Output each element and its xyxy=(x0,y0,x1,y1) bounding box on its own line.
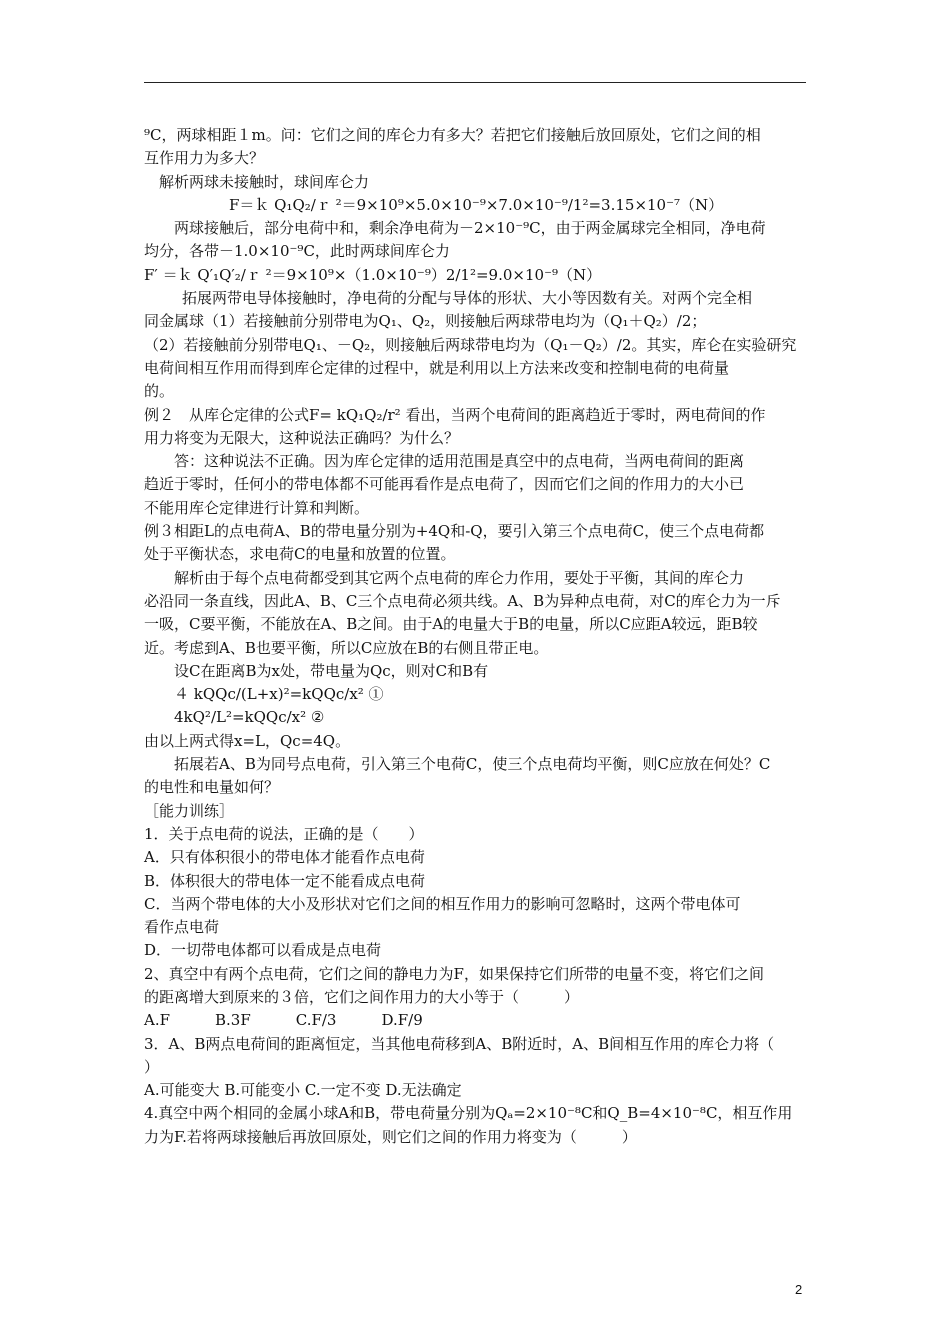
text-line: 近。考虑到A、B也要平衡，所以C应放在B的右侧且带正电。 xyxy=(144,638,549,657)
text-line: 的。 xyxy=(144,382,175,401)
text-line: A.可能变大 B.可能变小 C.一定不变 D.无法确定 xyxy=(144,1081,462,1100)
text-line: 同金属球（1）若接触前分别带电为Q₁、Q₂，则接触后两球带电均为（Q₁＋Q₂）/2； xyxy=(144,312,707,331)
text-line: 拓展两带电导体接触时，净电荷的分配与导体的形状、大小等因数有关。对两个完全相 xyxy=(182,289,753,308)
header-rule xyxy=(144,82,806,83)
text-line: ［能力训练］ xyxy=(144,801,235,820)
text-line: 1．关于点电荷的说法，正确的是（ ） xyxy=(144,824,424,843)
text-line: 解析由于每个点电荷都受到其它两个点电荷的库仑力作用，要处于平衡，其间的库仑力 xyxy=(174,568,745,587)
text-line: 拓展若A、B为同号点电荷，引入第三个电荷C，使三个点电荷均平衡，则C应放在何处？C xyxy=(174,755,771,774)
text-line: 解析两球未接触时，球间库仑力 xyxy=(159,172,370,191)
text-line: 4.真空中两个相同的金属小球A和B，带电荷量分别为Qₐ=2×10⁻⁸C和Q_B=4×10⁻⁸C，相互作用 xyxy=(144,1104,793,1123)
text-line: 趋近于零时，任何小的带电体都不可能再看作是点电荷了，因而它们之间的作用力的大小已 xyxy=(144,475,745,494)
text-line: A．只有体积很小的带电体才能看作点电荷 xyxy=(144,848,425,867)
text-line: 例３相距L的点电荷A、B的带电量分别为+4Q和-Q，要引入第三个点电荷C，使三个点电荷都 xyxy=(144,522,765,541)
text-line: 4kQ²/L²=kQQc/x² ② xyxy=(174,708,325,727)
text-line: F＝ｋ Q₁Q₂/ｒ ²＝9×10⁹×5.0×10⁻⁹×7.0×10⁻⁹/1²=3.15×10⁻⁷（N） xyxy=(229,195,724,214)
text-line: 的距离增大到原来的３倍，它们之间作用力的大小等于（ ） xyxy=(144,987,580,1006)
text-line: F′ ＝ｋ Q′₁Q′₂/ｒ ²＝9×10⁹×（1.0×10⁻⁹）2/1²=9.0×10⁻⁹（N） xyxy=(144,265,602,284)
text-line: A.F B.3F C.F/3 D.F/9 xyxy=(144,1011,423,1030)
text-line: 用力将变为无限大，这种说法正确吗？为什么？ xyxy=(144,428,460,447)
text-line: C．当两个带电体的大小及形状对它们之间的相互作用力的影响可忽略时，这两个带电体可 xyxy=(144,894,741,913)
text-line: 电荷间相互作用而得到库仑定律的过程中，就是利用以上方法来改变和控制电荷的电荷量 xyxy=(144,358,730,377)
text-line: （2）若接触前分别带电Q₁、－Q₂，则接触后两球带电均为（Q₁－Q₂）/2。其实，库仑在实验研究 xyxy=(144,335,797,354)
text-line: 3．A、B两点电荷间的距离恒定，当其他电荷移到A、B附近时，A、B间相互作用的库仑力将（ xyxy=(144,1034,775,1053)
text-line: ４ kQQc/(L+x)²=kQQc/x² ① xyxy=(174,685,384,704)
document-body xyxy=(144,124,808,1149)
text-line: 答：这种说法不正确。因为库仑定律的适用范围是真空中的点电荷，当两电荷间的距离 xyxy=(174,452,745,471)
text-line: B．体积很大的带电体一定不能看成点电荷 xyxy=(144,871,426,890)
text-line: ⁹C，两球相距１m。问：它们之间的库仑力有多大？若把它们接触后放回原处，它们之间的相 xyxy=(144,126,761,144)
text-line: 必沿同一条直线，因此A、B、C三个点电荷必须共线。A、B为异种点电荷，对C的库仑力为一斥 xyxy=(144,591,781,610)
text-line: D．一切带电体都可以看成是点电荷 xyxy=(144,941,382,960)
page-number: 2 xyxy=(795,1282,803,1297)
text-line: 均分，各带－1.0×10⁻⁹C，此时两球间库仑力 xyxy=(144,242,450,261)
text-line: 的电性和电量如何？ xyxy=(144,778,280,797)
text-line: ） xyxy=(144,1057,160,1076)
text-line: 两球接触后，部分电荷中和，剩余净电荷为－2×10⁻⁹C，由于两金属球完全相同，净电荷 xyxy=(174,219,766,238)
text-line: 由以上两式得x=L，Qc=4Q。 xyxy=(144,731,351,750)
text-line: 处于平衡状态，求电荷C的电量和放置的位置。 xyxy=(144,545,456,564)
text-line: 力为F.若将两球接触后再放回原处，则它们之间的作用力将变为（ ） xyxy=(144,1127,637,1146)
text-line: 2、真空中有两个点电荷，它们之间的静电力为F，如果保持它们所带的电量不变，将它们之间 xyxy=(144,964,764,983)
text-line: 互作用力为多大？ xyxy=(144,149,265,168)
text-line: 不能用库仑定律进行计算和判断。 xyxy=(144,498,370,517)
text-line: 一吸，C要平衡，不能放在A、B之间。由于A的电量大于B的电量，所以C应距A较远，距B较 xyxy=(144,615,758,634)
text-line: 例２ 从库仑定律的公式F= kQ₁Q₂/r² 看出，当两个电荷间的距离趋近于零时，两电荷间的作 xyxy=(144,405,766,424)
text-line: 看作点电荷 xyxy=(144,918,220,937)
text-line: 设C在距离B为x处，带电量为Qc，则对C和B有 xyxy=(174,661,489,680)
